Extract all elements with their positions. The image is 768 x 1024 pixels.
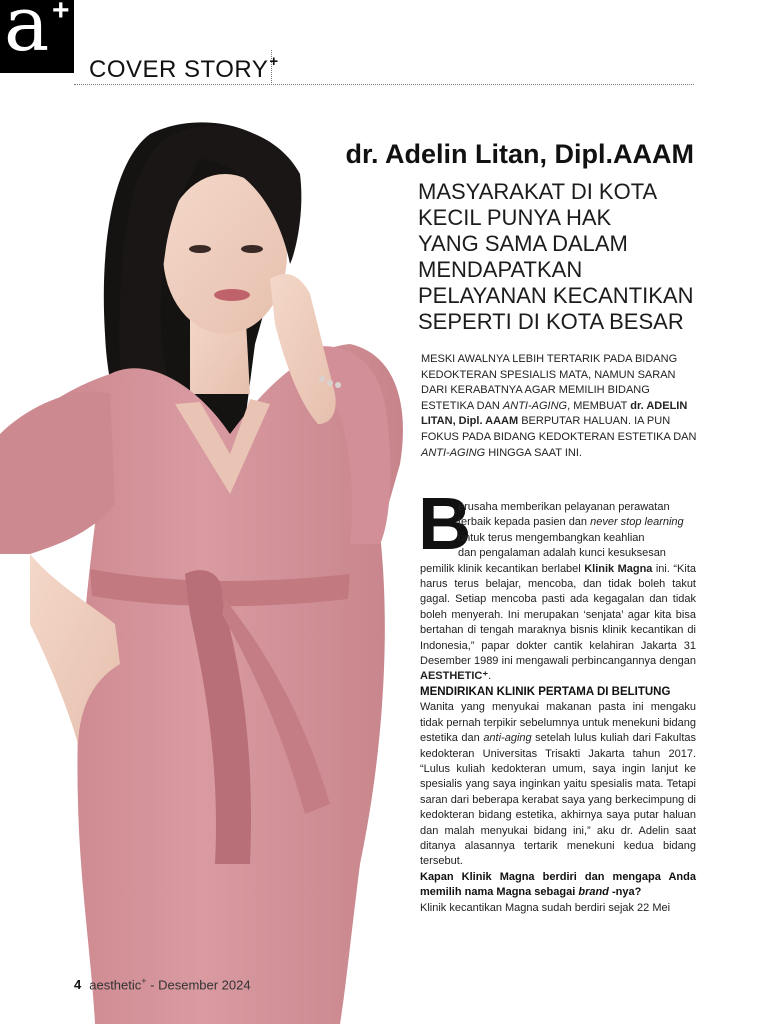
article-body — [420, 500, 696, 916]
vertical-divider — [271, 50, 272, 83]
magazine-logo — [0, 0, 74, 73]
headline-line: SEPERTI DI KOTA BESAR — [418, 309, 684, 334]
logo-plus: + — [52, 0, 70, 27]
page-number: 4 — [74, 977, 82, 993]
footer-magazine: aesthetic — [89, 977, 142, 993]
question-italic: brand — [578, 886, 609, 899]
article-text: terbaik kepada pasien dan — [458, 516, 591, 529]
logo-letter: a — [4, 0, 50, 68]
article-text: . — [488, 670, 492, 683]
horizontal-divider — [74, 84, 694, 85]
cover-photo — [0, 104, 470, 1024]
lead-text: MESKI AWALNYA LEBIH TERTARIK PADA BIDANG KEDOKTERAN SPESIALIS MATA, NAMUN SARAN DARI KERABATNYA AGAR MEMILIH BIDANG ESTETIKA DAN — [421, 353, 678, 412]
article-text: setelah lulus kuliah dari Fakultas kedokteran Universitas Trisakti Jakarta tahun 2017. “Lulus kuliah kedokteran umum, saya ingin lanjut ke spesialis yang saya inginkan yaitu spesialis mata. Tetapi saran dari beberapa kerabat saya yang berkecimpung di kedokteran bidang estetika, akhirnya saya putar haluan dan malah menyukai bidang ini,” aku dr. Adelin saat ditanya alasannya tertarik menekuni kedua bidang tersebut. — [420, 732, 697, 868]
article-line: erusaha memberikan pelayanan perawatan — [458, 501, 670, 513]
article-text: Wanita yang menyukai makanan pasta ini mengaku tidak pernah terpikir sebelumnya untuk menekuni bidang estetika dan — [420, 701, 696, 745]
headline-line: YANG SAMA DALAM — [418, 231, 628, 256]
lead-paragraph — [421, 352, 697, 461]
lead-bold: dr. ADELIN LITAN, Dipl. AAAM — [421, 399, 688, 428]
headline-line: KECIL PUNYA HAK — [418, 205, 612, 230]
article-subheading: MENDIRIKAN KLINIK PERTAMA DI BELITUNG — [420, 685, 671, 698]
article-italic: never stop learning — [590, 516, 684, 529]
article-text: pemilik klinik kecantikan berlabel — [420, 562, 585, 575]
footer-issue: - Desember 2024 — [146, 977, 251, 993]
article-bold: AESTHETIC⁺ — [420, 670, 489, 683]
question-text: Kapan Klinik Magna berdiri dan mengapa Anda memilih nama Magna sebagai — [420, 870, 696, 899]
article-line — [420, 515, 696, 530]
person-name: dr. Adelin Litan, Dipl.AAAM — [345, 139, 694, 169]
page-footer — [74, 976, 251, 992]
headline-line: MENDAPATKAN — [418, 257, 583, 282]
section-plus: + — [269, 53, 279, 70]
article-bold: Klinik Magna — [584, 562, 653, 575]
question-text: -nya? — [608, 886, 642, 899]
lead-italic: ANTI-AGING — [421, 446, 486, 459]
section-title-text: COVER STORY — [89, 56, 269, 83]
section-title — [89, 45, 279, 87]
headline-line: MASYARAKAT DI KOTA — [418, 179, 658, 204]
lead-text: BERPUTAR HALUAN. IA PUN FOKUS PADA BIDANG KEDOKTERAN ESTETIKA DAN — [421, 415, 697, 443]
article-paragraph: Klinik kecantikan Magna sudah berdiri sejak 22 Mei — [420, 901, 671, 914]
article-line: dan pengalaman adalah kunci kesuksesan — [458, 547, 666, 560]
headline-line: PELAYANAN KECANTIKAN — [418, 283, 694, 308]
article-paragraph — [420, 700, 696, 869]
lead-italic: ANTI-AGING — [502, 399, 568, 412]
footer-plus: + — [141, 976, 147, 986]
drop-cap: B — [418, 482, 472, 565]
article-text: ini. “Kita harus terus belajar, mencoba, dan tidak boleh takut gagal. Setiap mencoba pasti ada kegagalan dan tidak boleh menyerah. Ini merupakan ‘senjata’ agar kita bisa bertahan di tengah maraknya bisnis klinik kecantikan di Indonesia,” papar dokter cantik kelahiran Jakarta 31 Desember 1989 ini mengawali perbincangannya dengan — [420, 562, 696, 668]
interview-question — [420, 870, 696, 901]
article-paragraph — [420, 500, 696, 685]
lead-text: , MEMBUAT — [567, 399, 631, 412]
article-italic: anti-aging — [483, 732, 532, 745]
lead-text: HINGGA SAAT INI. — [485, 446, 582, 459]
article-line: untuk terus mengembangkan keahlian — [458, 531, 645, 544]
headline — [418, 179, 708, 335]
